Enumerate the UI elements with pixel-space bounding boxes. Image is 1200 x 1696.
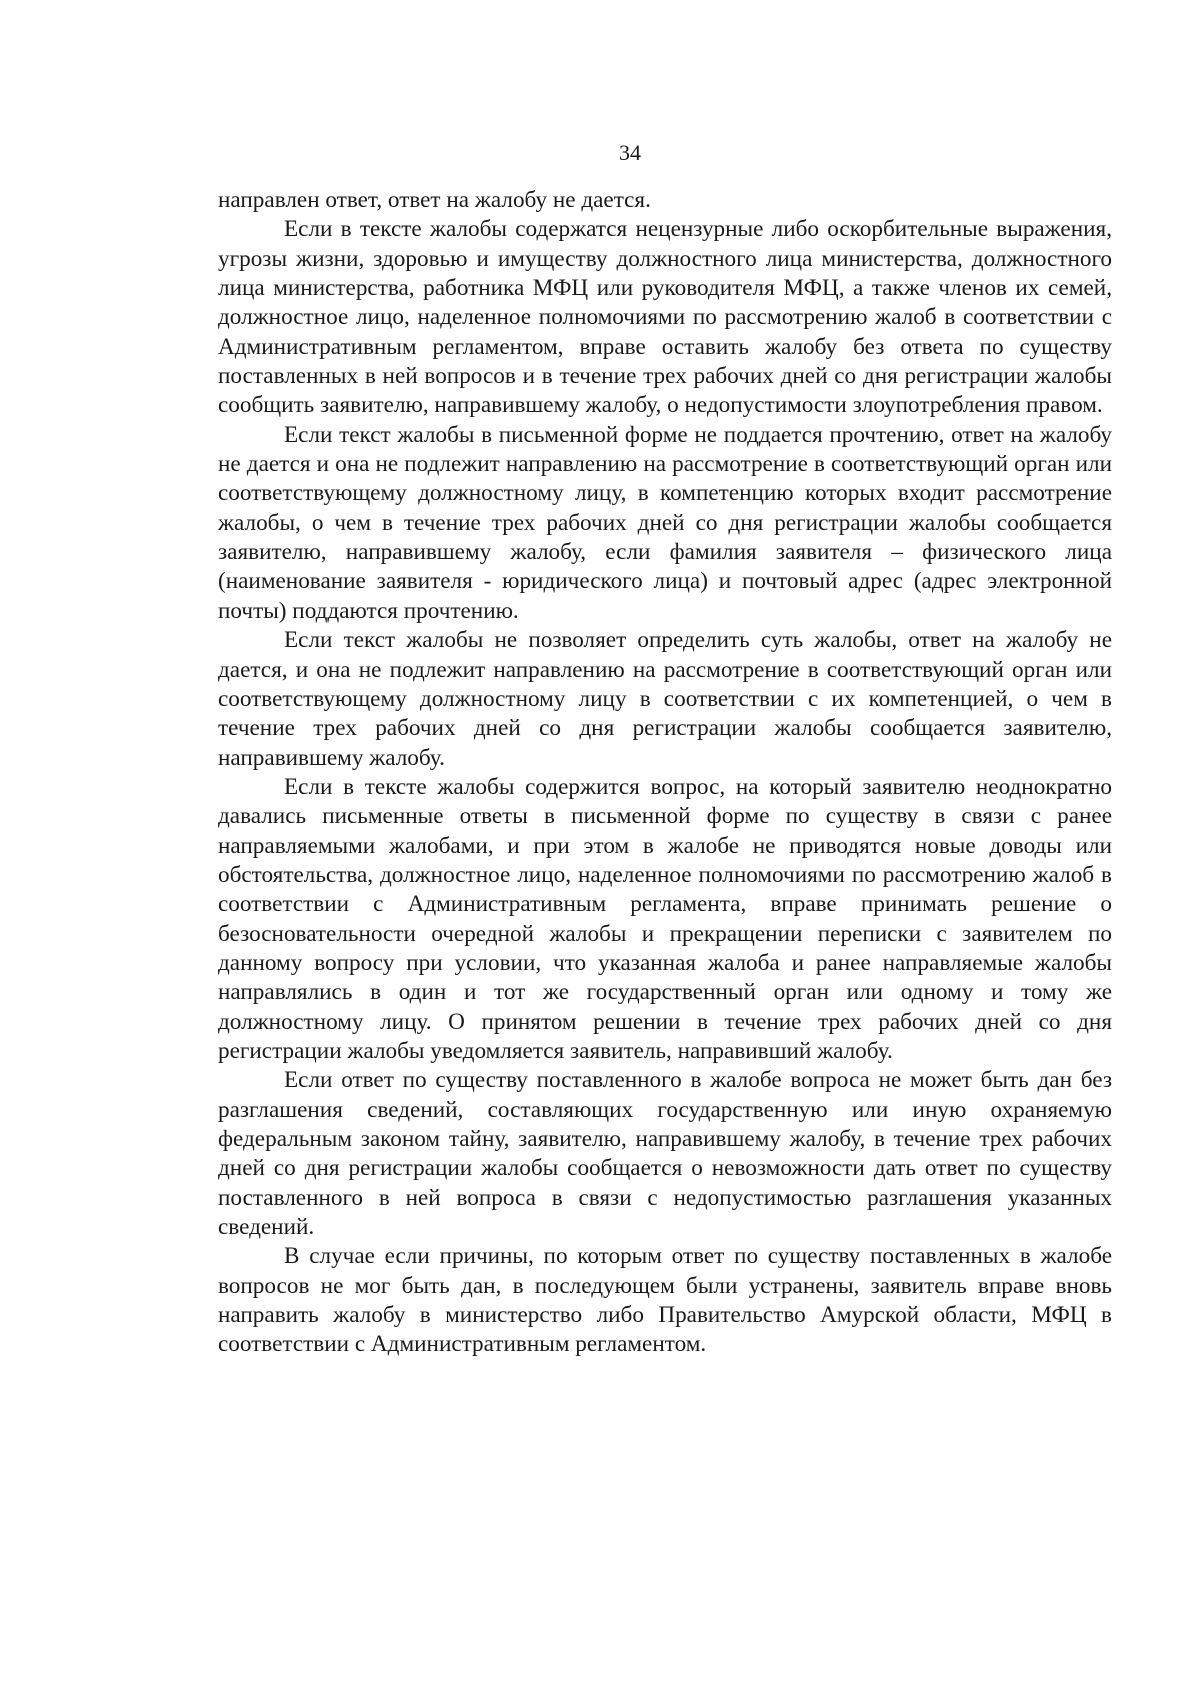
paragraph-4: Если текст жалобы не позволяет определить суть жалобы, ответ на жалобу не дается, и она не подлежит направлению на рассмотрение в соответствующий орган или соответствующему должностному лицу в соответствии с их компетенцией, о чем в течение трех рабочих дней со дня регистрации жалобы сообщается заявителю, направившему жалобу. <box>218 627 1112 771</box>
paragraph-6: Если ответ по существу поставленного в жалобе вопроса не может быть дан без разглашения сведений, составляющих государственную или иную охраняемую федеральным законом тайну, заявителю, направившему жалобу, в течение трех рабочих дней со дня регистрации жалобы сообщается о невозможности дать ответ по существу поставленного в ней вопроса в связи с недопустимостью разглашения указанных сведений. <box>218 1067 1112 1241</box>
document-body <box>218 186 1112 1360</box>
paragraph-7: В случае если причины, по которым ответ по существу поставленных в жалобе вопросов не мог быть дан, в последующем были устранены, заявитель вправе вновь направить жалобу в министерство либо Правительство Амурской области, МФЦ в соответствии с Административным регламентом. <box>218 1243 1112 1358</box>
paragraph-1: направлен ответ, ответ на жалобу не дается. <box>218 187 651 213</box>
page-number: 34 <box>619 140 641 165</box>
paragraph-3: Если текст жалобы в письменной форме не поддается прочтению, ответ на жалобу не дается и она не подлежит направлению на рассмотрение в соответствующий орган или соответствующему должностному лицу, в компетенцию которых входит рассмотрение жалобы, о чем в течение трех рабочих дней со дня регистрации жалобы сообщается заявителю, направившему жалобу, если фамилия заявителя – физического лица (наименование заявителя - юридического лица) и почтовый адрес (адрес электронной почты) поддаются прочтению. <box>218 421 1112 624</box>
paragraph-5: Если в тексте жалобы содержится вопрос, на который заявителю неоднократно давались письменные ответы в письменной форме по существу в связи с ранее направляемыми жалобами, и при этом в жалобе не приводятся новые доводы или обстоятельства, должностное лицо, наделенное полномочиями по рассмотрению жалоб в соответствии с Административным регламента, вправе принимать решение о безосновательности очередной жалобы и прекращении переписки с заявителем по данному вопросу при условии, что указанная жалоба и ранее направляемые жалобы направлялись в один и тот же государственный орган или одному и тому же должностному лицу. О принятом решении в течение трех рабочих дней со дня регистрации жалобы уведомляется заявитель, направивший жалобу. <box>218 773 1112 1064</box>
paragraph-2: Если в тексте жалобы содержатся нецензурные либо оскорбительные выражения, угрозы жизни, здоровью и имуществу должностного лица министерства, должностного лица министерства, работника МФЦ или руководителя МФЦ, а также членов их семей, должностное лицо, наделенное полномочиями по рассмотрению жалоб в соответствии с Административным регламентом, вправе оставить жалобу без ответа по существу поставленных в ней вопросов и в течение трех рабочих дней со дня регистрации жалобы сообщить заявителю, направившему жалобу, о недопустимости злоупотребления правом. <box>218 216 1112 419</box>
